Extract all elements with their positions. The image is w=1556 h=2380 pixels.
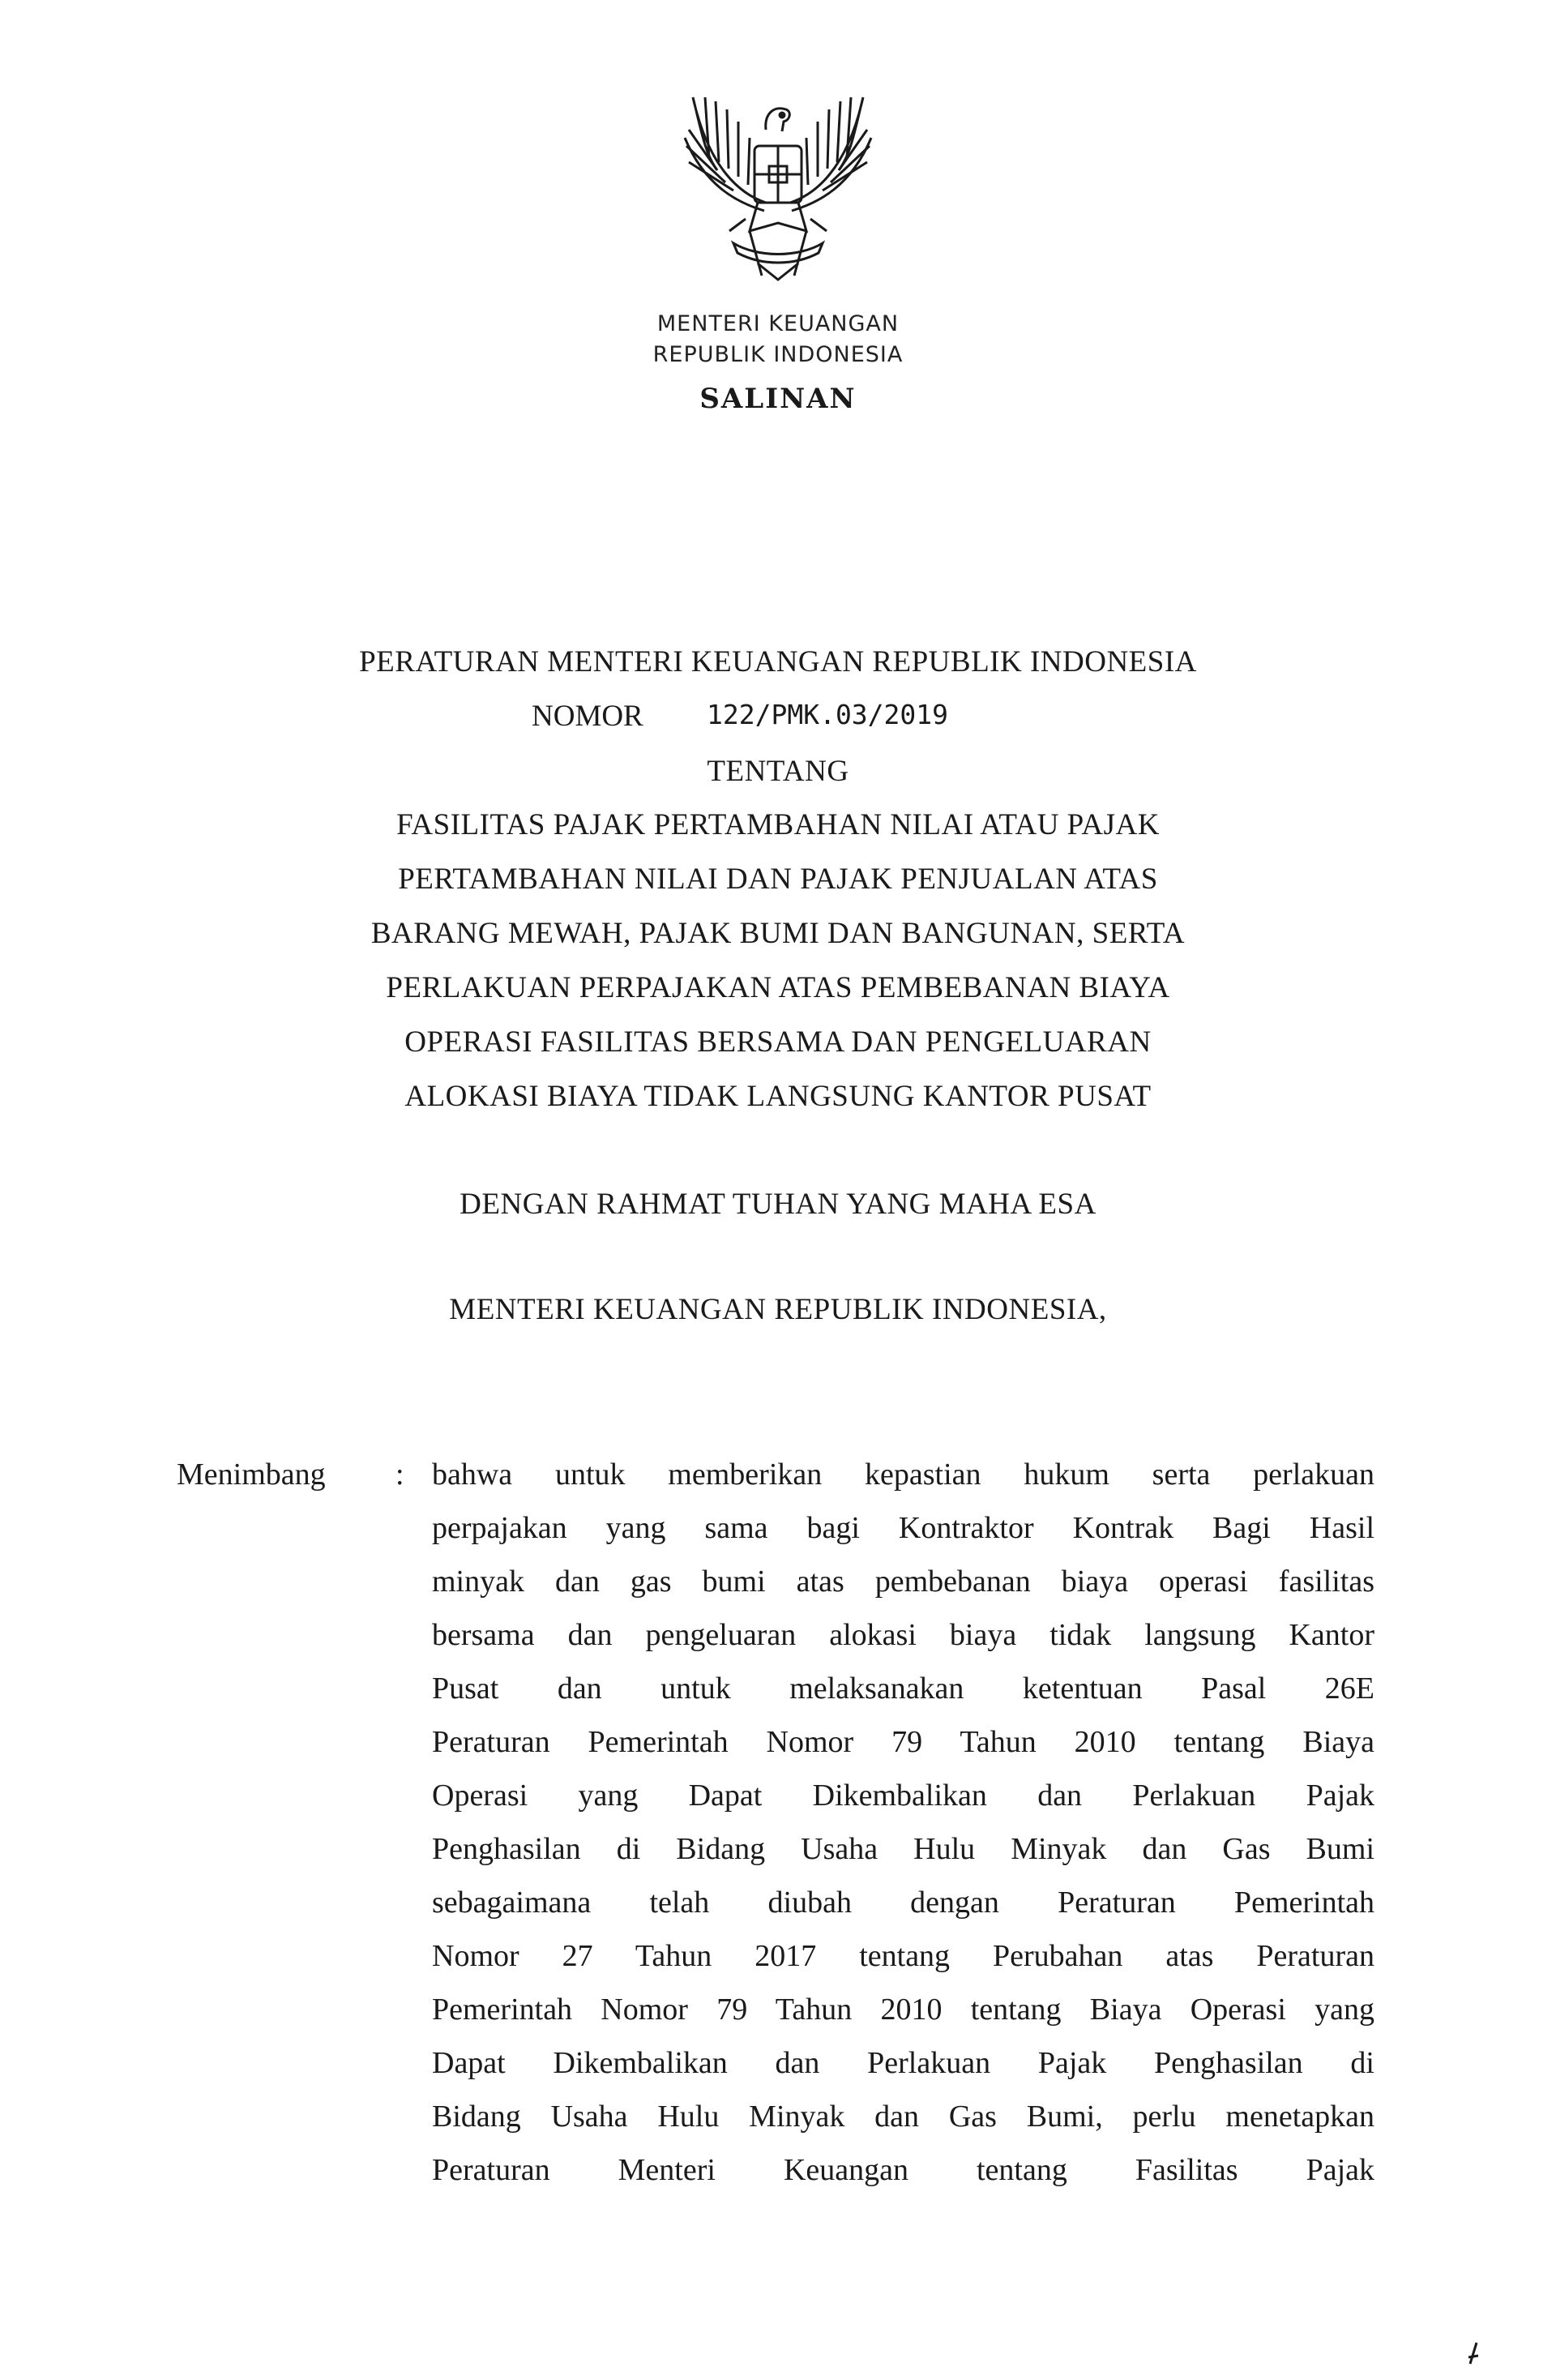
body-line: Peraturan Menteri Keuangan tentang Fasilitas Pajak <box>432 2153 1374 2187</box>
body-line: Dapat Dikembalikan dan Perlakuan Pajak Penghasilan di <box>432 2046 1374 2080</box>
menimbang-label: Menimbang <box>177 1458 326 1492</box>
body-line: sebagaimana telah diubah dengan Peraturan Pemerintah <box>432 1886 1374 1920</box>
body-line: Peraturan Pemerintah Nomor 79 Tahun 2010 tentang Biaya <box>432 1725 1374 1759</box>
body-line: Penghasilan di Bidang Usaha Hulu Minyak dan Gas Bumi <box>432 1832 1374 1866</box>
subject-line: FASILITAS PAJAK PERTAMBAHAN NILAI ATAU PAJAK <box>396 808 1160 841</box>
menimbang-body <box>432 1457 1374 2206</box>
garuda-emblem-icon <box>669 81 887 296</box>
initial-mark-icon <box>1465 2341 1481 2365</box>
subject-line: ALOKASI BIAYA TIDAK LANGSUNG KANTOR PUSAT <box>404 1080 1152 1113</box>
body-line: Nomor 27 Tahun 2017 tentang Perubahan atas Peraturan <box>432 1939 1374 1973</box>
subject-line: OPERASI FASILITAS BERSAMA DAN PENGELUARAN <box>404 1025 1152 1059</box>
number-label: NOMOR <box>532 700 643 733</box>
menimbang-colon: : <box>395 1458 404 1492</box>
ministry-name-line1: MENTERI KEUANGAN <box>656 311 900 336</box>
body-line: Bidang Usaha Hulu Minyak dan Gas Bumi, perlu menetapkan <box>432 2100 1374 2134</box>
body-line: perpajakan yang sama bagi Kontraktor Kontrak Bagi Hasil <box>432 1511 1374 1545</box>
subject-line: BARANG MEWAH, PAJAK BUMI DAN BANGUNAN, SERTA <box>370 917 1186 950</box>
subject-line: PERTAMBAHAN NILAI DAN PAJAK PENJUALAN ATAS <box>398 863 1158 896</box>
ministry-name-line2: REPUBLIK INDONESIA <box>652 342 904 367</box>
number-value: 122/PMK.03/2019 <box>707 699 949 730</box>
body-line: bersama dan pengeluaran alokasi biaya tidak langsung Kantor <box>432 1618 1374 1652</box>
body-line: Pusat dan untuk melaksanakan ketentuan Pasal 26E <box>432 1672 1374 1706</box>
regulation-number-row <box>0 699 1556 739</box>
body-line: Operasi yang Dapat Dikembalikan dan Perlakuan Pajak <box>432 1779 1374 1813</box>
body-line: minyak dan gas bumi atas pembebanan biaya operasi fasilitas <box>432 1565 1374 1599</box>
subject-line: PERLAKUAN PERPAJAKAN ATAS PEMBEBANAN BIAYA <box>386 971 1170 1004</box>
regulation-title: PERATURAN MENTERI KEUANGAN REPUBLIK INDONESIA <box>359 645 1197 678</box>
body-line: bahwa untuk memberikan kepastian hukum serta perlakuan <box>432 1458 1374 1492</box>
body-line: Pemerintah Nomor 79 Tahun 2010 tentang Biaya Operasi yang <box>432 1993 1374 2027</box>
tentang-heading: TENTANG <box>707 755 849 788</box>
rahmat-line: DENGAN RAHMAT TUHAN YANG MAHA ESA <box>460 1188 1096 1221</box>
minister-line: MENTERI KEUANGAN REPUBLIK INDONESIA, <box>449 1293 1107 1326</box>
copy-label: SALINAN <box>699 383 857 415</box>
